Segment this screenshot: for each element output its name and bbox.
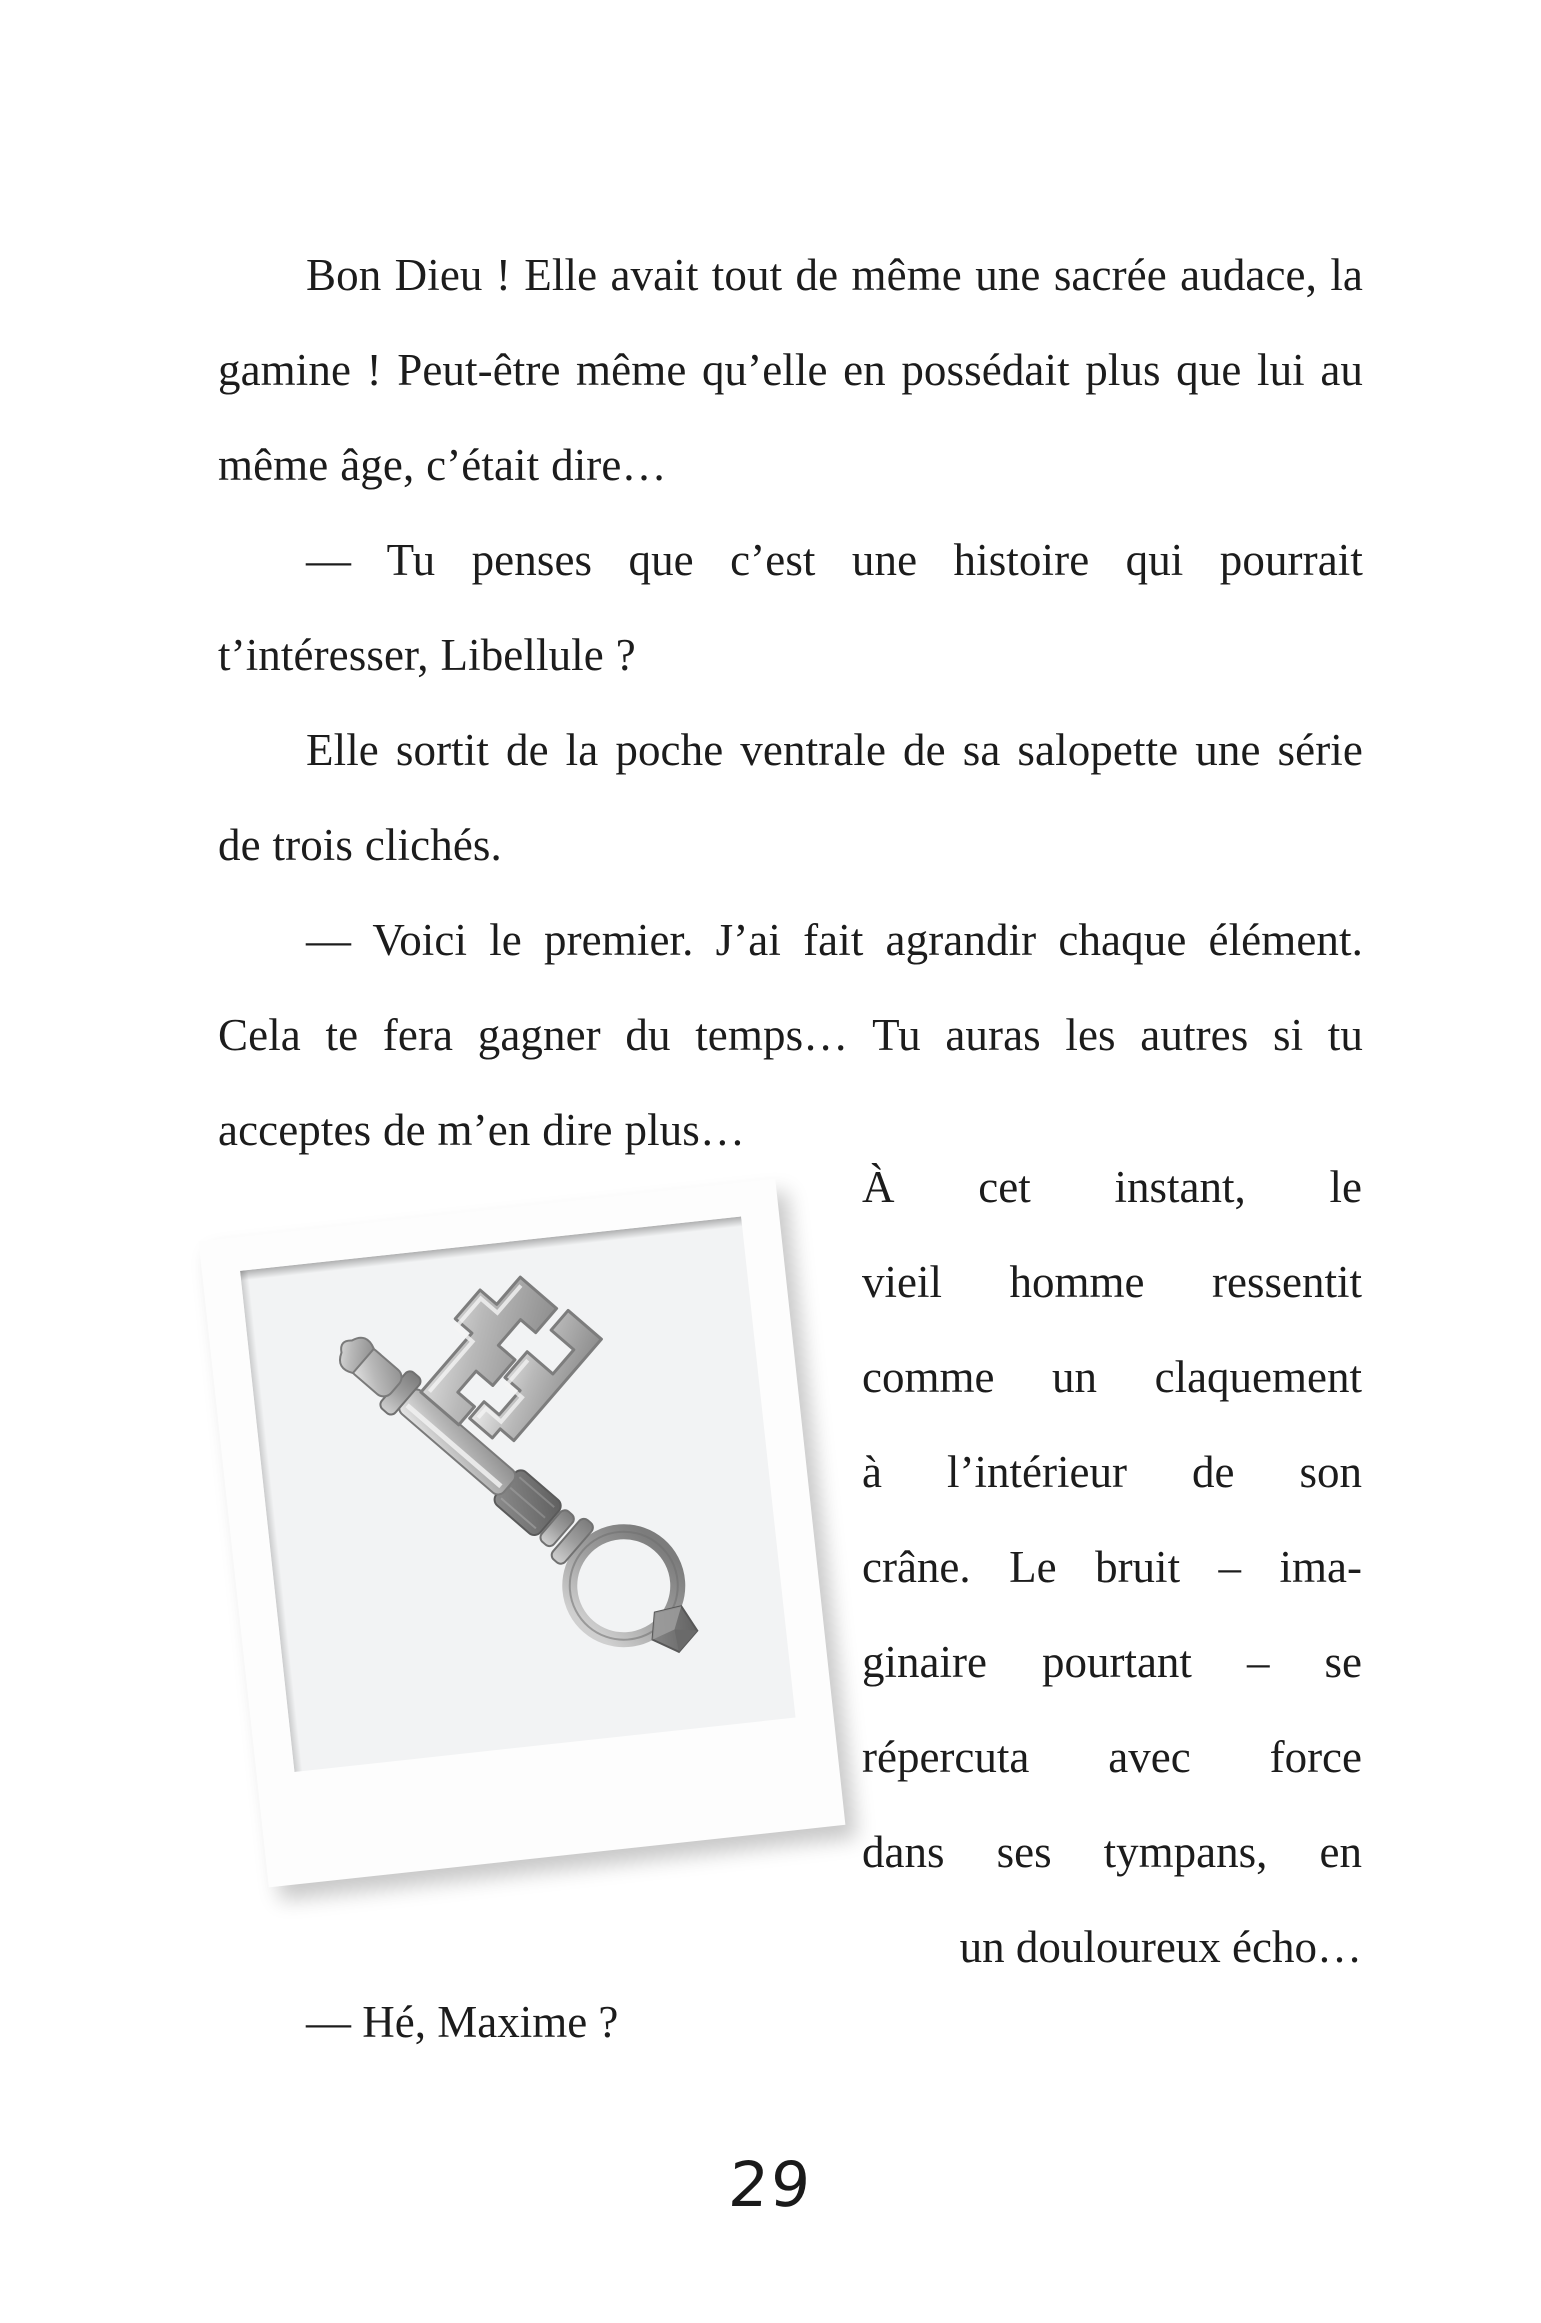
polaroid-photo-area <box>240 1216 795 1771</box>
polaroid-photo-of-antique-key <box>199 1179 846 1888</box>
side-line: crâne. Le bruit – ima- <box>862 1542 1362 1592</box>
side-line: un douloureux écho… <box>959 1922 1362 1972</box>
paragraph-3: Elle sortit de la poche ventrale de sa salopette une série de trois clichés. <box>218 725 1363 870</box>
side-line: À cet instant, le <box>862 1162 1362 1212</box>
side-line: à l’intérieur de son <box>862 1447 1362 1497</box>
page-number: 29 <box>726 2148 815 2221</box>
paragraph-1: Bon Dieu ! Elle avait tout de même une sacrée audace, la gamine ! Peut-être même qu’elle en possédait plus que lui au même âge, c’était dire… <box>218 250 1363 490</box>
side-line: vieil homme ressentit <box>862 1257 1362 1307</box>
side-line: dans ses tympans, en <box>862 1827 1362 1877</box>
antique-key-icon <box>240 1216 795 1771</box>
side-line: répercuta avec force <box>862 1732 1362 1782</box>
closing-dialogue-line: — Hé, Maxime ? <box>306 1997 619 2047</box>
side-line: comme un claquement <box>862 1352 1362 1402</box>
paragraph-4-dialogue: — Voici le premier. J’ai fait agrandir chaque élément. Cela te fera gagner du temps… Tu auras les autres si tu acceptes de m’en dire plus… <box>218 915 1363 1155</box>
side-line: ginaire pourtant – se <box>862 1637 1362 1687</box>
side-text-column <box>862 1140 1362 1995</box>
main-text-column <box>218 228 1363 1178</box>
paragraph-2-dialogue: — Tu penses que c’est une histoire qui pourrait t’intéresser, Libellule ? <box>218 535 1363 680</box>
